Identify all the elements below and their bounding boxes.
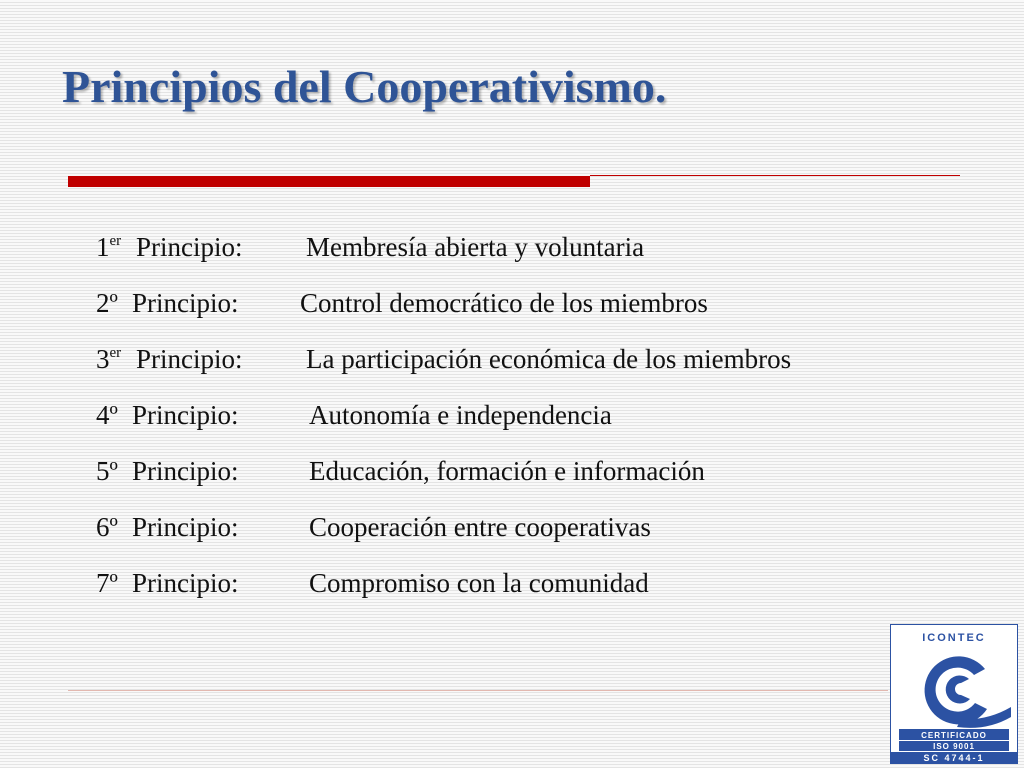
principle-ordinal: 3er	[96, 344, 122, 374]
logo-line3: SC 4744-1	[923, 753, 985, 763]
principle-ordinal: 7º	[96, 568, 118, 598]
principle-label: Principio:	[132, 288, 239, 318]
principle-ordinal: 2º	[96, 288, 118, 318]
principle-label: Principio:	[132, 568, 239, 598]
icontec-certification-logo	[890, 624, 1018, 764]
logo-line2: ISO 9001	[933, 742, 975, 751]
icontec-logo-graphic	[891, 625, 1017, 763]
title-underline-thin	[590, 175, 960, 176]
title-underline-thick	[68, 176, 590, 187]
principle-label: Principio:	[132, 456, 239, 486]
logo-c-emblem-outer	[925, 656, 987, 724]
principle-description: Compromiso con la comunidad	[309, 568, 649, 598]
slide-title: Principios del Cooperativismo.	[62, 61, 667, 112]
logo-line1: CERTIFICADO	[921, 731, 987, 740]
principle-description: Control democrático de los miembros	[300, 288, 708, 318]
principle-description: Autonomía e independencia	[309, 400, 612, 430]
principle-ordinal: 5º	[96, 456, 118, 486]
footer-divider	[68, 690, 888, 691]
principle-description: Membresía abierta y voluntaria	[306, 232, 645, 262]
principle-ordinal: 1er	[96, 232, 122, 262]
principle-ordinal: 4º	[96, 400, 118, 430]
principle-description: La participación económica de los miembros	[306, 344, 792, 374]
principle-description: Educación, formación e información	[309, 456, 705, 486]
principle-ordinal: 6º	[96, 512, 118, 542]
principle-label: Principio:	[136, 344, 243, 374]
principle-label: Principio:	[136, 232, 243, 262]
logo-c-emblem-inner	[946, 675, 970, 703]
principle-label: Principio:	[132, 400, 239, 430]
logo-brand-text: ICONTEC	[922, 632, 986, 644]
principle-label: Principio:	[132, 512, 239, 542]
principle-description: Cooperación entre cooperativas	[309, 512, 651, 542]
